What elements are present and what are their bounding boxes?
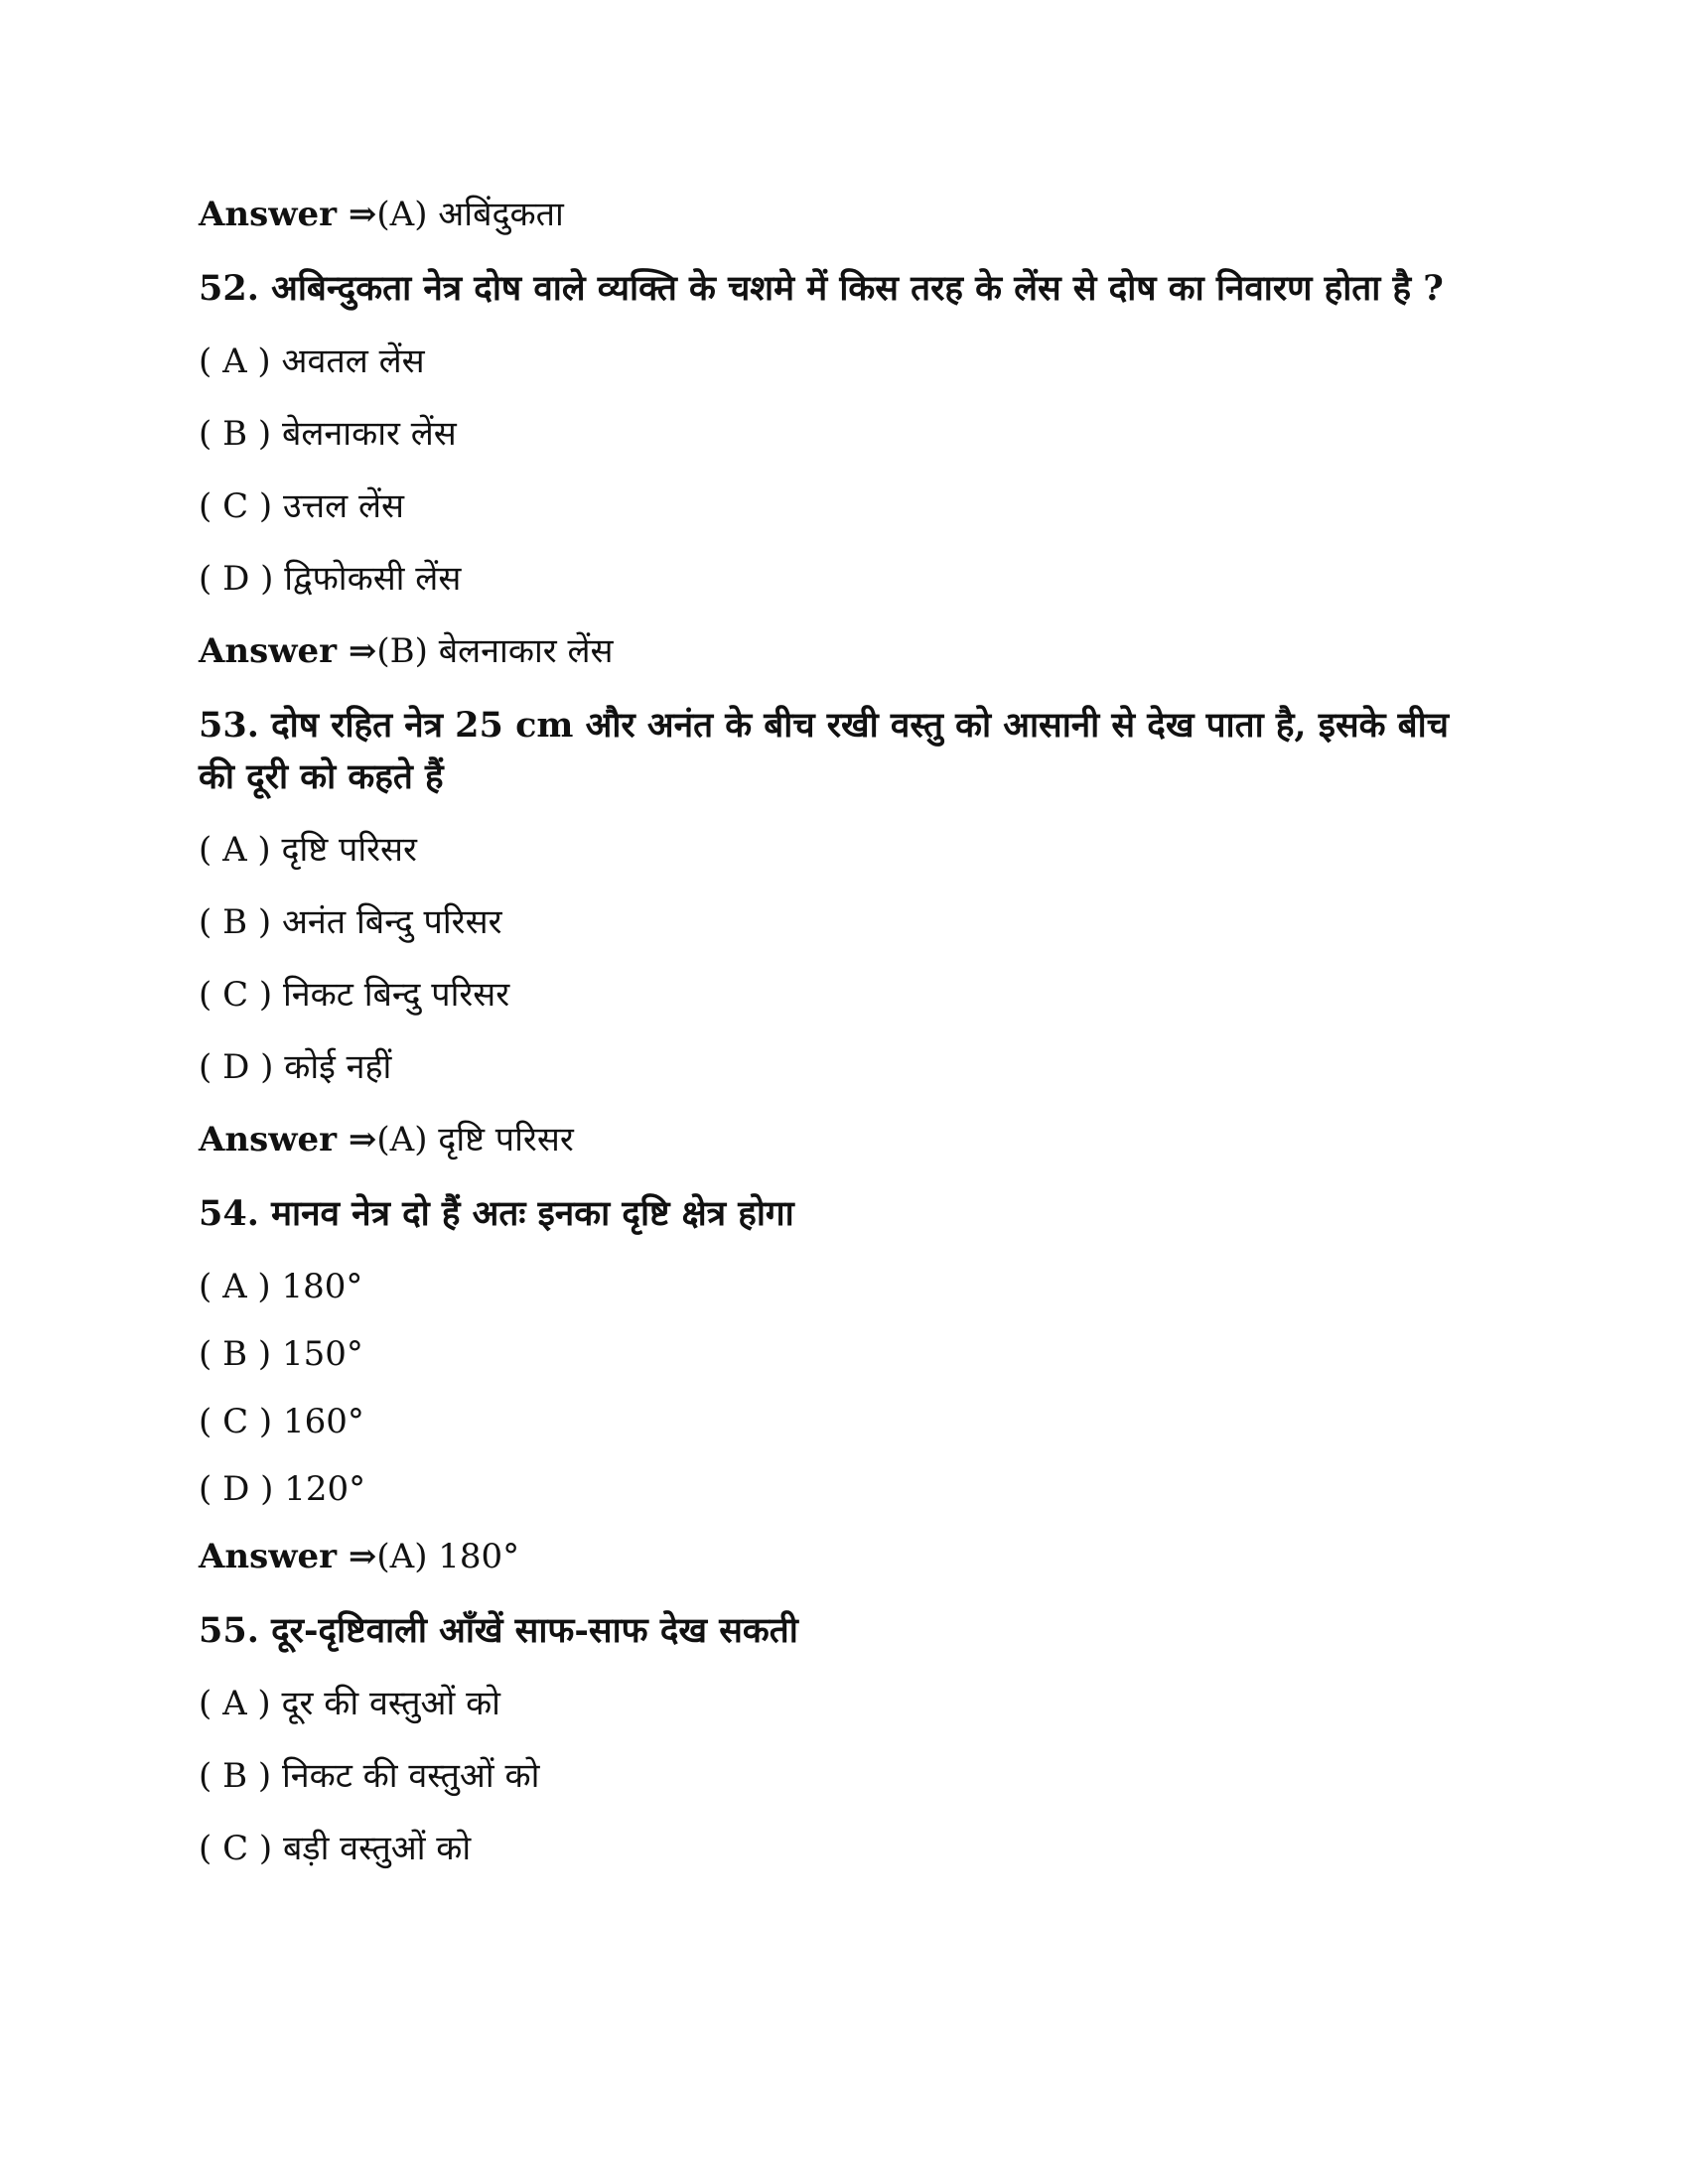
- option-c: ( C ) 160°: [199, 1402, 364, 1441]
- answer-value: (B) बेलनाकार लेंस: [376, 631, 614, 671]
- option-c: ( C ) निकट बिन्दु परिसर: [199, 975, 510, 1015]
- document-page: [199, 194, 1489, 1900]
- option-b: ( B ) 150°: [199, 1334, 363, 1374]
- option-a: ( A ) दूर की वस्तुओं को: [199, 1684, 500, 1723]
- option-b: ( B ) बेलनाकार लेंस: [199, 414, 457, 454]
- answer-51: [199, 194, 1489, 235]
- option-a: ( A ) दृष्टि परिसर: [199, 830, 417, 870]
- option-c: ( C ) उत्तल लेंस: [199, 486, 404, 526]
- option-a: ( A ) अवतल लेंस: [199, 341, 425, 381]
- question-54: 54. मानव नेत्र दो हैं अतः इनका दृष्टि क्षेत्र होगा: [199, 1193, 794, 1234]
- answer-53: [199, 1119, 1489, 1160]
- option-d: ( D ) कोई नहीं: [199, 1047, 392, 1087]
- question-53: 53. दोष रहित नेत्र 25 cm और अनंत के बीच रखी वस्तु को आसानी से देख पाता है, इसके बीच की दूरी को कहते हैं: [199, 705, 1449, 797]
- answer-value: (A) दृष्टि परिसर: [376, 1120, 574, 1160]
- answer-value: (A) अबिंदुकता: [376, 195, 564, 234]
- option-d: ( D ) 120°: [199, 1469, 366, 1509]
- option-c: ( C ) बड़ी वस्तुओं को: [199, 1829, 472, 1868]
- question-52: 52. अबिन्दुकता नेत्र दोष वाले व्यक्ति के चशमे में किस तरह के लेंस से दोष का निवारण होता है ?: [199, 268, 1444, 309]
- answer-54: [199, 1536, 1489, 1577]
- option-b: ( B ) अनंत बिन्दु परिसर: [199, 902, 502, 942]
- answer-label: Answer ⇒: [199, 1537, 377, 1576]
- answer-52: [199, 630, 1489, 672]
- question-55: 55. दूर-दृष्टिवाली आँखें साफ-साफ देख सकती: [199, 1610, 798, 1651]
- answer-value: (A) 180°: [376, 1537, 520, 1576]
- answer-label: Answer ⇒: [199, 195, 377, 234]
- option-b: ( B ) निकट की वस्तुओं को: [199, 1756, 540, 1796]
- answer-label: Answer ⇒: [199, 1120, 377, 1160]
- option-a: ( A ) 180°: [199, 1267, 363, 1306]
- option-d: ( D ) द्विफोकसी लेंस: [199, 559, 462, 599]
- answer-label: Answer ⇒: [199, 631, 377, 671]
